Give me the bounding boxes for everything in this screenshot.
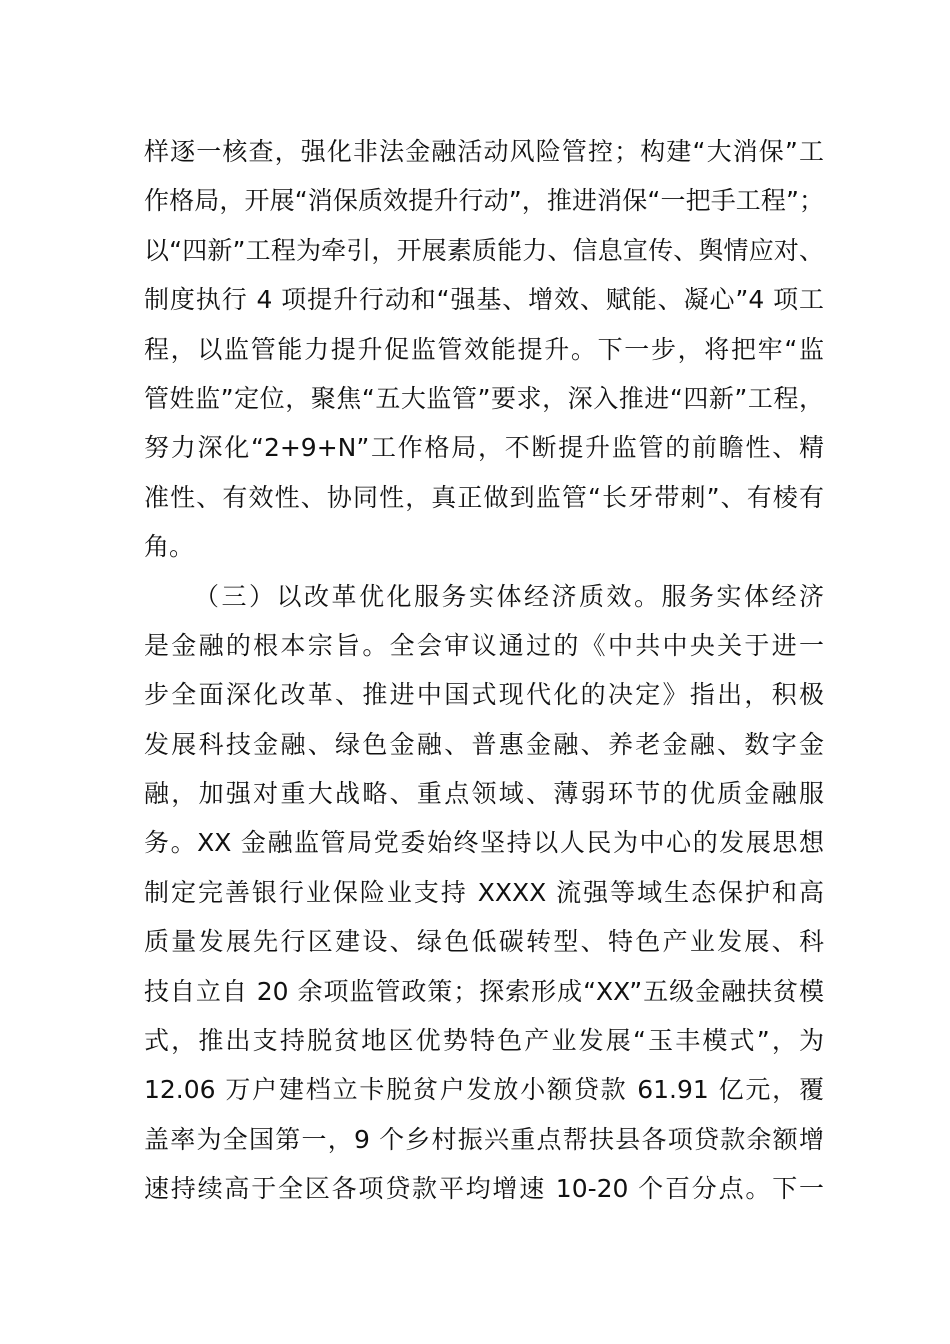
- paragraph-end-line: 角。: [144, 532, 195, 562]
- text-line: 速持续高于全区各项贷款平均增速 10-20 个百分点。下一: [144, 1174, 824, 1204]
- text-line: 技自立自 20 余项监管政策；探索形成“XX”五级金融扶贫模: [144, 976, 824, 1006]
- text-line: 盖率为全国第一，9 个乡村振兴重点帮扶县各项贷款余额增: [144, 1124, 824, 1154]
- text-line: 制定完善银行业保险业支持 XXXX 流强等域生态保护和高: [144, 877, 824, 907]
- text-line: 程，以监管能力提升促监管效能提升。下一步，将把牢“监: [144, 334, 824, 364]
- section-heading-line: （三）以改革优化服务实体经济质效。服务实体经济: [194, 581, 824, 611]
- text-line: 管姓监”定位，聚焦“五大监管”要求，深入推进“四新”工程，: [144, 383, 824, 413]
- text-line: 是金融的根本宗旨。全会审议通过的《中共中央关于进一: [144, 630, 824, 660]
- text-line: 步全面深化改革、推进中国式现代化的决定》指出，积极: [144, 680, 824, 710]
- text-line: 发展科技金融、绿色金融、普惠金融、养老金融、数字金: [144, 729, 824, 759]
- text-line: 融，加强对重大战略、重点领域、薄弱环节的优质金融服: [144, 779, 824, 809]
- text-line: 质量发展先行区建设、绿色低碳转型、特色产业发展、科: [144, 927, 824, 957]
- text-line: 准性、有效性、协同性，真正做到监管“长牙带刺”、有棱有: [144, 482, 824, 512]
- body-text: [144, 127, 824, 1214]
- text-line: 式，推出支持脱贫地区优势特色产业发展“玉丰模式”，为: [144, 1026, 824, 1056]
- text-line: 12.06 万户建档立卡脱贫户发放小额贷款 61.91 亿元，覆: [144, 1075, 824, 1105]
- text-line: 努力深化“2+9+N”工作格局，不断提升监管的前瞻性、精: [144, 433, 824, 463]
- text-line: 以“四新”工程为牵引，开展素质能力、信息宣传、舆情应对、: [144, 235, 824, 265]
- text-line: 务。XX 金融监管局党委始终坚持以人民为中心的发展思想: [144, 828, 824, 858]
- text-line: 制度执行 4 项提升行动和“强基、增效、赋能、凝心”4 项工: [144, 285, 824, 315]
- text-line: 样逐一核查，强化非法金融活动风险管控；构建“大消保”工: [144, 137, 824, 166]
- text-line: 作格局，开展“消保质效提升行动”，推进消保“一把手工程”；: [144, 186, 824, 216]
